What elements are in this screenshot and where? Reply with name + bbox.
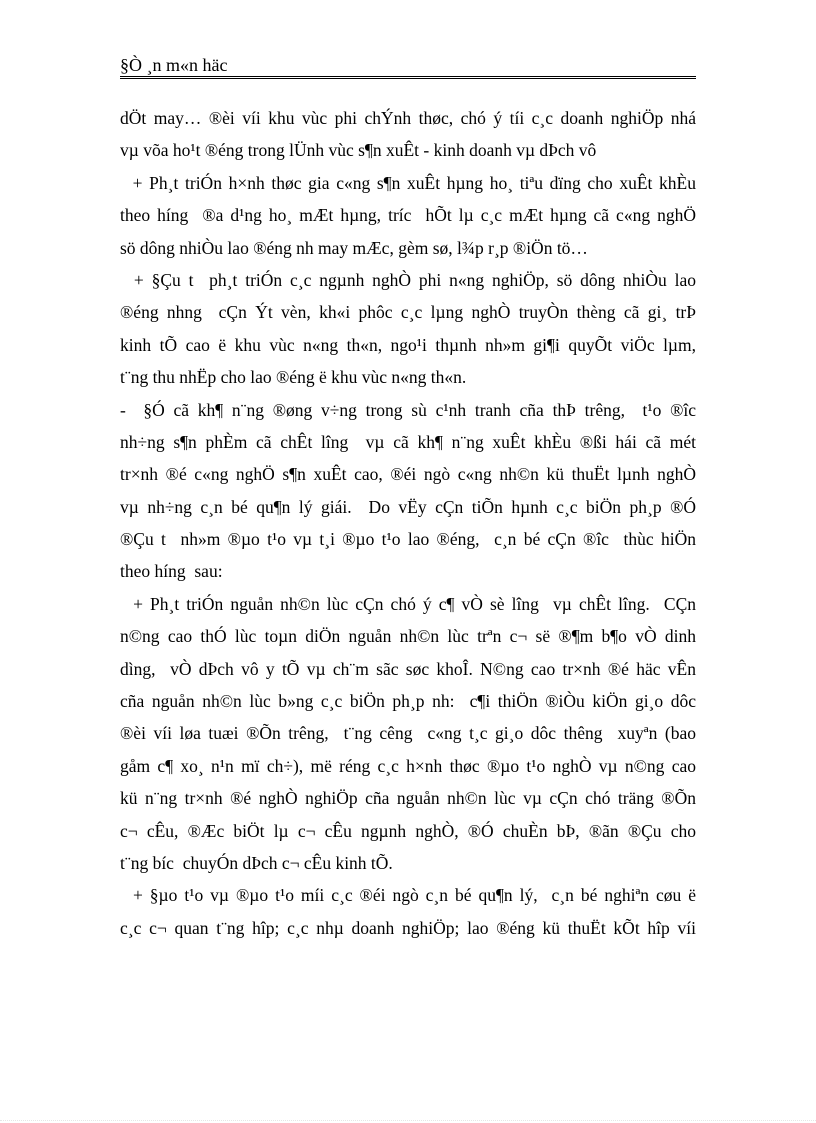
text-line: ®èi víi løa tuæi ®Õn trêng, t¨ng cêng c«ng t¸c gi¸o dôc thêng xuyªn (bao [120, 723, 696, 744]
text-line: t¨ng bíc chuyÓn dÞch c¬ cÊu kinh tÕ. [120, 852, 393, 873]
document-body [120, 102, 696, 944]
text-line: ®éng nhng cÇn Ýt vèn, kh«i phôc c¸c lµng nghÒ truyÒn thèng cã gi¸ trÞ [120, 302, 696, 323]
page-header [120, 54, 696, 76]
text-line: + Ph¸t triÓn nguån nh©n lùc cÇn chó ý c¶ vÒ sè lîng vµ chÊt lîng. CÇn [126, 593, 696, 614]
text-line: tr×nh ®é c«ng nghÖ s¶n xuÊt cao, ®éi ngò c«ng nh©n kü thuËt lµnh nghÒ [120, 464, 696, 485]
text-line: - §Ó cã kh¶ n¨ng ®øng v÷ng trong sù c¹nh tranh cña thÞ trêng, t¹o ®îc [120, 399, 696, 420]
text-line: dÖt may… ®èi víi khu vùc phi chÝnh thøc, chó ý tíi c¸c doanh nghiÖp nhá [120, 108, 696, 128]
text-line: nh÷ng s¶n phÈm cã chÊt lîng vµ cã kh¶ n¨ng xuÊt khÈu ®ßi hái cã mét [120, 431, 696, 452]
text-line: vµ nh÷ng c¸n bé qu¶n lý giái. Do vËy cÇn tiÕn hµnh c¸c biÖn ph¸p ®Ó [120, 496, 696, 517]
text-line: + Ph¸t triÓn h×nh thøc gia c«ng s¶n xuÊt hµng ho¸ tiªu dïng cho xuÊt khÈu [126, 172, 696, 193]
text-line: dìng, vÒ dÞch vô y tÕ vµ ch¨m sãc søc khoÎ. N©ng cao tr×nh ®é häc vÊn [120, 658, 696, 679]
text-line: sö dông nhiÒu lao ®éng nh may mÆc, gèm sø, l¾p r¸p ®iÖn tö… [120, 237, 588, 258]
text-line: c¸c c¬ quan t¨ng hîp; c¸c nhµ doanh nghiÖp; lao ®éng kü thuËt kÕt hîp víi [120, 917, 696, 938]
text-line: theo híng sau: [120, 561, 223, 582]
header-title: §Ò ¸n m«n häc [120, 55, 228, 75]
text-line: cña nguån nh©n lùc b»ng c¸c biÖn ph¸p nh: c¶i thiÖn ®iÒu kiÖn gi¸o dôc [120, 691, 696, 712]
page-bottom-edge [0, 1120, 816, 1121]
text-line: kinh tÕ cao ë khu vùc n«ng th«n, ngo¹i thµnh nh»m gi¶i quyÕt viÖc lµm, [120, 334, 696, 355]
text-line: gåm c¶ xo¸ n¹n mï ch÷), më réng c¸c h×nh thøc ®µo t¹o nghÒ vµ n©ng cao [120, 755, 696, 776]
text-line: n©ng cao thÓ lùc toµn diÖn nguån nh©n lùc trªn c¬ së ®¶m b¶o vÒ dinh [120, 626, 696, 647]
text-line: ®Çu t nh»m ®µo t¹o vµ t¸i ®µo t¹o lao ®éng, c¸n bé cÇn ®îc thùc hiÖn [120, 529, 696, 550]
text-line: theo híng ®a d¹ng ho¸ mÆt hµng, tríc hÕt lµ c¸c mÆt hµng cã c«ng nghÖ [120, 205, 696, 226]
text-line: + §Çu t ph¸t triÓn c¸c ngµnh nghÒ phi n«ng nghiÖp, sö dông nhiÒu lao [126, 269, 696, 290]
header-rule [120, 76, 696, 79]
text-line: kü n¨ng tr×nh ®é nghÒ nghiÖp cña nguån nh©n lùc vµ cÇn chó träng ®Õn [120, 788, 696, 809]
text-line: + §µo t¹o vµ ®µo t¹o míi c¸c ®éi ngò c¸n bé qu¶n lý, c¸n bé nghiªn cøu ë [126, 885, 696, 906]
text-line: c¬ cÊu, ®Æc biÖt lµ c¬ cÊu ngµnh nghÒ, ®Ó chuÈn bÞ, ®ãn ®Çu cho [120, 820, 696, 841]
text-line: t¨ng thu nhËp cho lao ®éng ë khu vùc n«ng th«n. [120, 367, 467, 388]
text-line: vµ võa ho¹t ®éng trong lÜnh vùc s¶n xuÊt - kinh doanh vµ dÞch vô [120, 140, 597, 161]
